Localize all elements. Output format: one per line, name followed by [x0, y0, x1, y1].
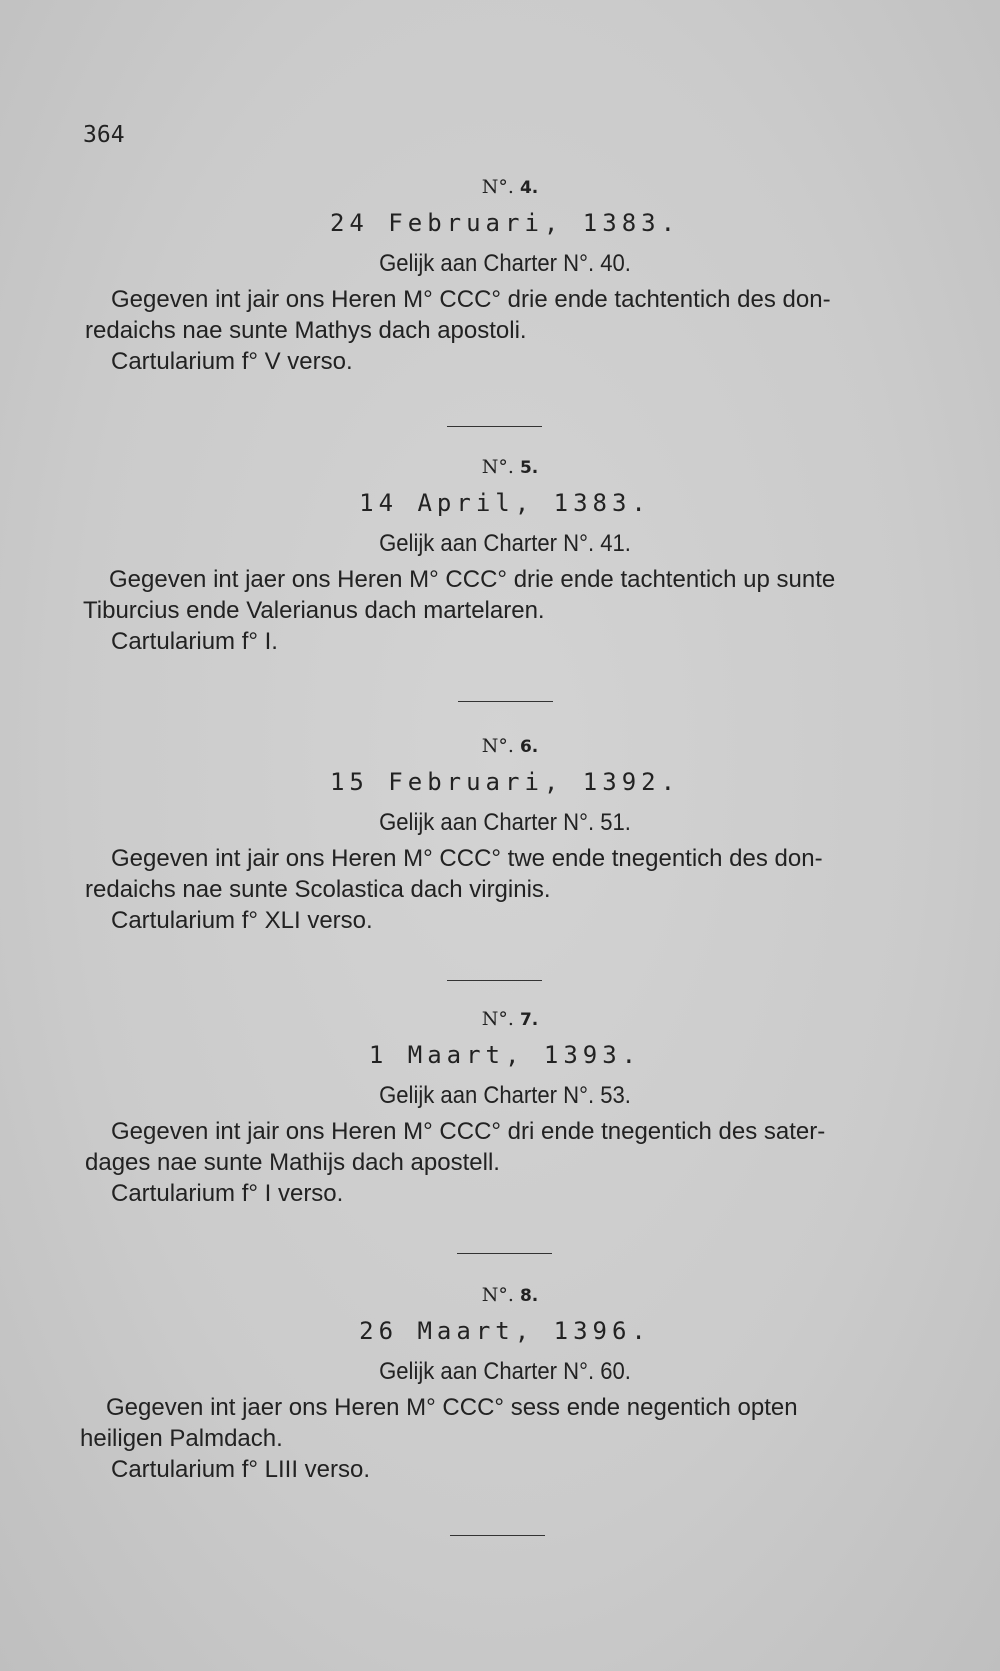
entry-text — [85, 1116, 925, 1178]
entry-reference: Gelijk aan Charter N°. 40. — [379, 250, 631, 277]
entry-reference: Gelijk aan Charter N°. 53. — [379, 1082, 631, 1109]
entry-number-prefix: N°. — [481, 1008, 514, 1030]
entry-source: Cartularium f° I. — [111, 628, 278, 655]
entry-number-prefix: N°. — [481, 735, 514, 757]
entry-number-prefix: N°. — [481, 1284, 514, 1306]
entry-source: Cartularium f° LIII verso. — [111, 1456, 371, 1483]
entry-4 — [85, 172, 925, 377]
entry-number-value: 4. — [519, 178, 539, 198]
entry-number — [85, 1280, 925, 1310]
entry-6 — [85, 731, 925, 936]
entry-text — [85, 284, 925, 346]
entry-number-prefix: N°. — [481, 456, 514, 478]
entry-8 — [80, 1280, 925, 1485]
entry-number-prefix: N°. — [481, 176, 514, 198]
entry-7 — [85, 1004, 925, 1209]
entry-text — [85, 843, 925, 905]
entry-number — [85, 172, 925, 202]
entry-date: 26 Maart, 1396. — [359, 1317, 651, 1345]
entry-text-first-line: Gegeven int jair ons Heren M° CCC° drie ende tachtentich des don- — [111, 286, 831, 313]
entry-5 — [85, 452, 925, 657]
entry-date: 1 Maart, 1393. — [368, 1041, 642, 1069]
entry-number — [85, 452, 925, 482]
entry-number-value: 7. — [519, 1010, 539, 1030]
entry-number — [85, 1004, 925, 1034]
entry-text-continuation: dages nae sunte Mathijs dach apostell. — [85, 1149, 500, 1176]
entry-reference: Gelijk aan Charter N°. 60. — [379, 1358, 631, 1385]
entry-reference: Gelijk aan Charter N°. 41. — [379, 530, 631, 557]
section-divider — [450, 1535, 545, 1536]
entry-text-first-line: Gegeven int jaer ons Heren M° CCC° drie ende tachtentich up sunte — [109, 566, 836, 593]
entry-text — [80, 1392, 925, 1454]
section-divider — [447, 980, 542, 981]
entry-number-value: 5. — [519, 458, 539, 478]
entry-text-continuation: heiligen Palmdach. — [80, 1425, 283, 1452]
entry-text-continuation: Tiburcius ende Valerianus dach martelaren. — [83, 597, 545, 624]
entry-date: 15 Februari, 1392. — [329, 768, 681, 796]
entry-source: Cartularium f° XLI verso. — [111, 907, 373, 934]
entry-reference: Gelijk aan Charter N°. 51. — [379, 809, 631, 836]
entry-date: 24 Februari, 1383. — [329, 209, 681, 237]
section-divider — [457, 1253, 552, 1254]
entry-text — [83, 564, 925, 626]
entry-date: 14 April, 1383. — [359, 489, 651, 517]
entry-source: Cartularium f° V verso. — [111, 348, 353, 375]
entry-number-value: 8. — [519, 1286, 539, 1306]
entry-number-value: 6. — [519, 737, 539, 757]
entry-text-first-line: Gegeven int jair ons Heren M° CCC° dri ende tnegentich des sater- — [111, 1118, 826, 1145]
entry-text-continuation: redaichs nae sunte Mathys dach apostoli. — [85, 317, 527, 344]
entry-text-first-line: Gegeven int jair ons Heren M° CCC° twe ende tnegentich des don- — [111, 845, 823, 872]
section-divider — [447, 426, 542, 427]
section-divider — [458, 701, 553, 702]
entry-source: Cartularium f° I verso. — [111, 1180, 344, 1207]
page-number: 364 — [83, 122, 125, 148]
entry-number — [85, 731, 925, 761]
entry-text-first-line: Gegeven int jaer ons Heren M° CCC° sess ende negentich opten — [106, 1394, 798, 1421]
entry-text-continuation: redaichs nae sunte Scolastica dach virginis. — [85, 876, 551, 903]
